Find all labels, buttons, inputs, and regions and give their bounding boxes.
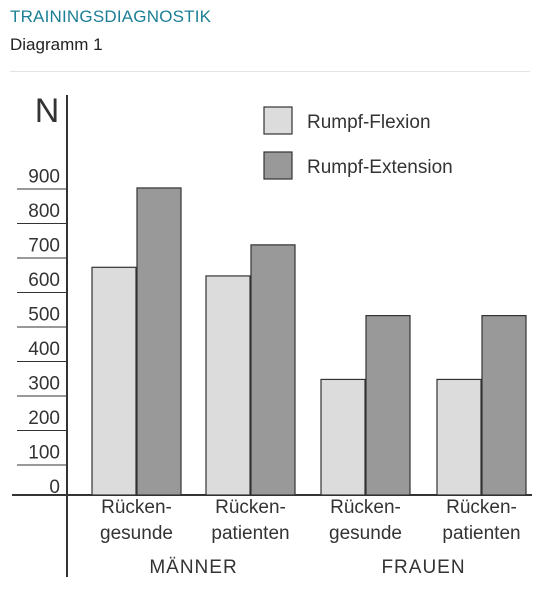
y-tick-label: 300	[28, 373, 60, 395]
legend-label: Rumpf-Flexion	[307, 112, 431, 133]
y-axis-ticks	[17, 167, 67, 499]
bar-rumpf-flexion-2	[321, 379, 365, 495]
chart-bars	[92, 188, 526, 495]
bar-rumpf-flexion-0	[92, 267, 136, 495]
y-tick-label: 100	[28, 442, 60, 464]
x-group-label: MÄNNER	[149, 557, 238, 578]
y-tick-label: 600	[28, 270, 60, 291]
x-axis-labels	[100, 497, 521, 578]
bar-rumpf-extension-1	[251, 245, 295, 495]
bar-rumpf-extension-0	[137, 188, 181, 495]
y-tick-label: 900	[28, 166, 60, 188]
y-tick-label: 700	[28, 235, 60, 257]
bar-rumpf-extension-3	[482, 316, 526, 495]
x-category-label: Rücken-	[446, 497, 517, 518]
x-category-label: patienten	[211, 523, 290, 544]
y-tick-label: 400	[28, 339, 60, 360]
section-kicker: TRAININGSDIAGNOSTIK	[10, 7, 212, 26]
x-category-label: patienten	[442, 523, 521, 544]
bar-rumpf-flexion-3	[437, 379, 481, 495]
diagram-subtitle: Diagramm 1	[10, 35, 103, 54]
y-axis-label: N	[34, 92, 60, 130]
x-category-label: Rücken-	[330, 497, 401, 518]
x-category-label: Rücken-	[215, 497, 286, 518]
y-tick-label: 800	[28, 201, 60, 222]
x-group-label: FRAUEN	[381, 557, 466, 578]
legend-label: Rumpf-Extension	[307, 157, 453, 178]
y-tick-label: 200	[28, 408, 60, 429]
x-category-label: Rücken-	[101, 497, 172, 518]
bar-rumpf-extension-2	[366, 316, 410, 495]
bar-rumpf-flexion-1	[206, 276, 250, 495]
chart-legend	[264, 107, 453, 179]
legend-swatch	[264, 152, 292, 179]
y-tick-label: 0	[49, 477, 60, 498]
y-tick-label: 500	[28, 304, 60, 326]
legend-swatch	[264, 107, 292, 134]
x-category-label: gesunde	[100, 523, 173, 544]
x-category-label: gesunde	[329, 523, 402, 544]
